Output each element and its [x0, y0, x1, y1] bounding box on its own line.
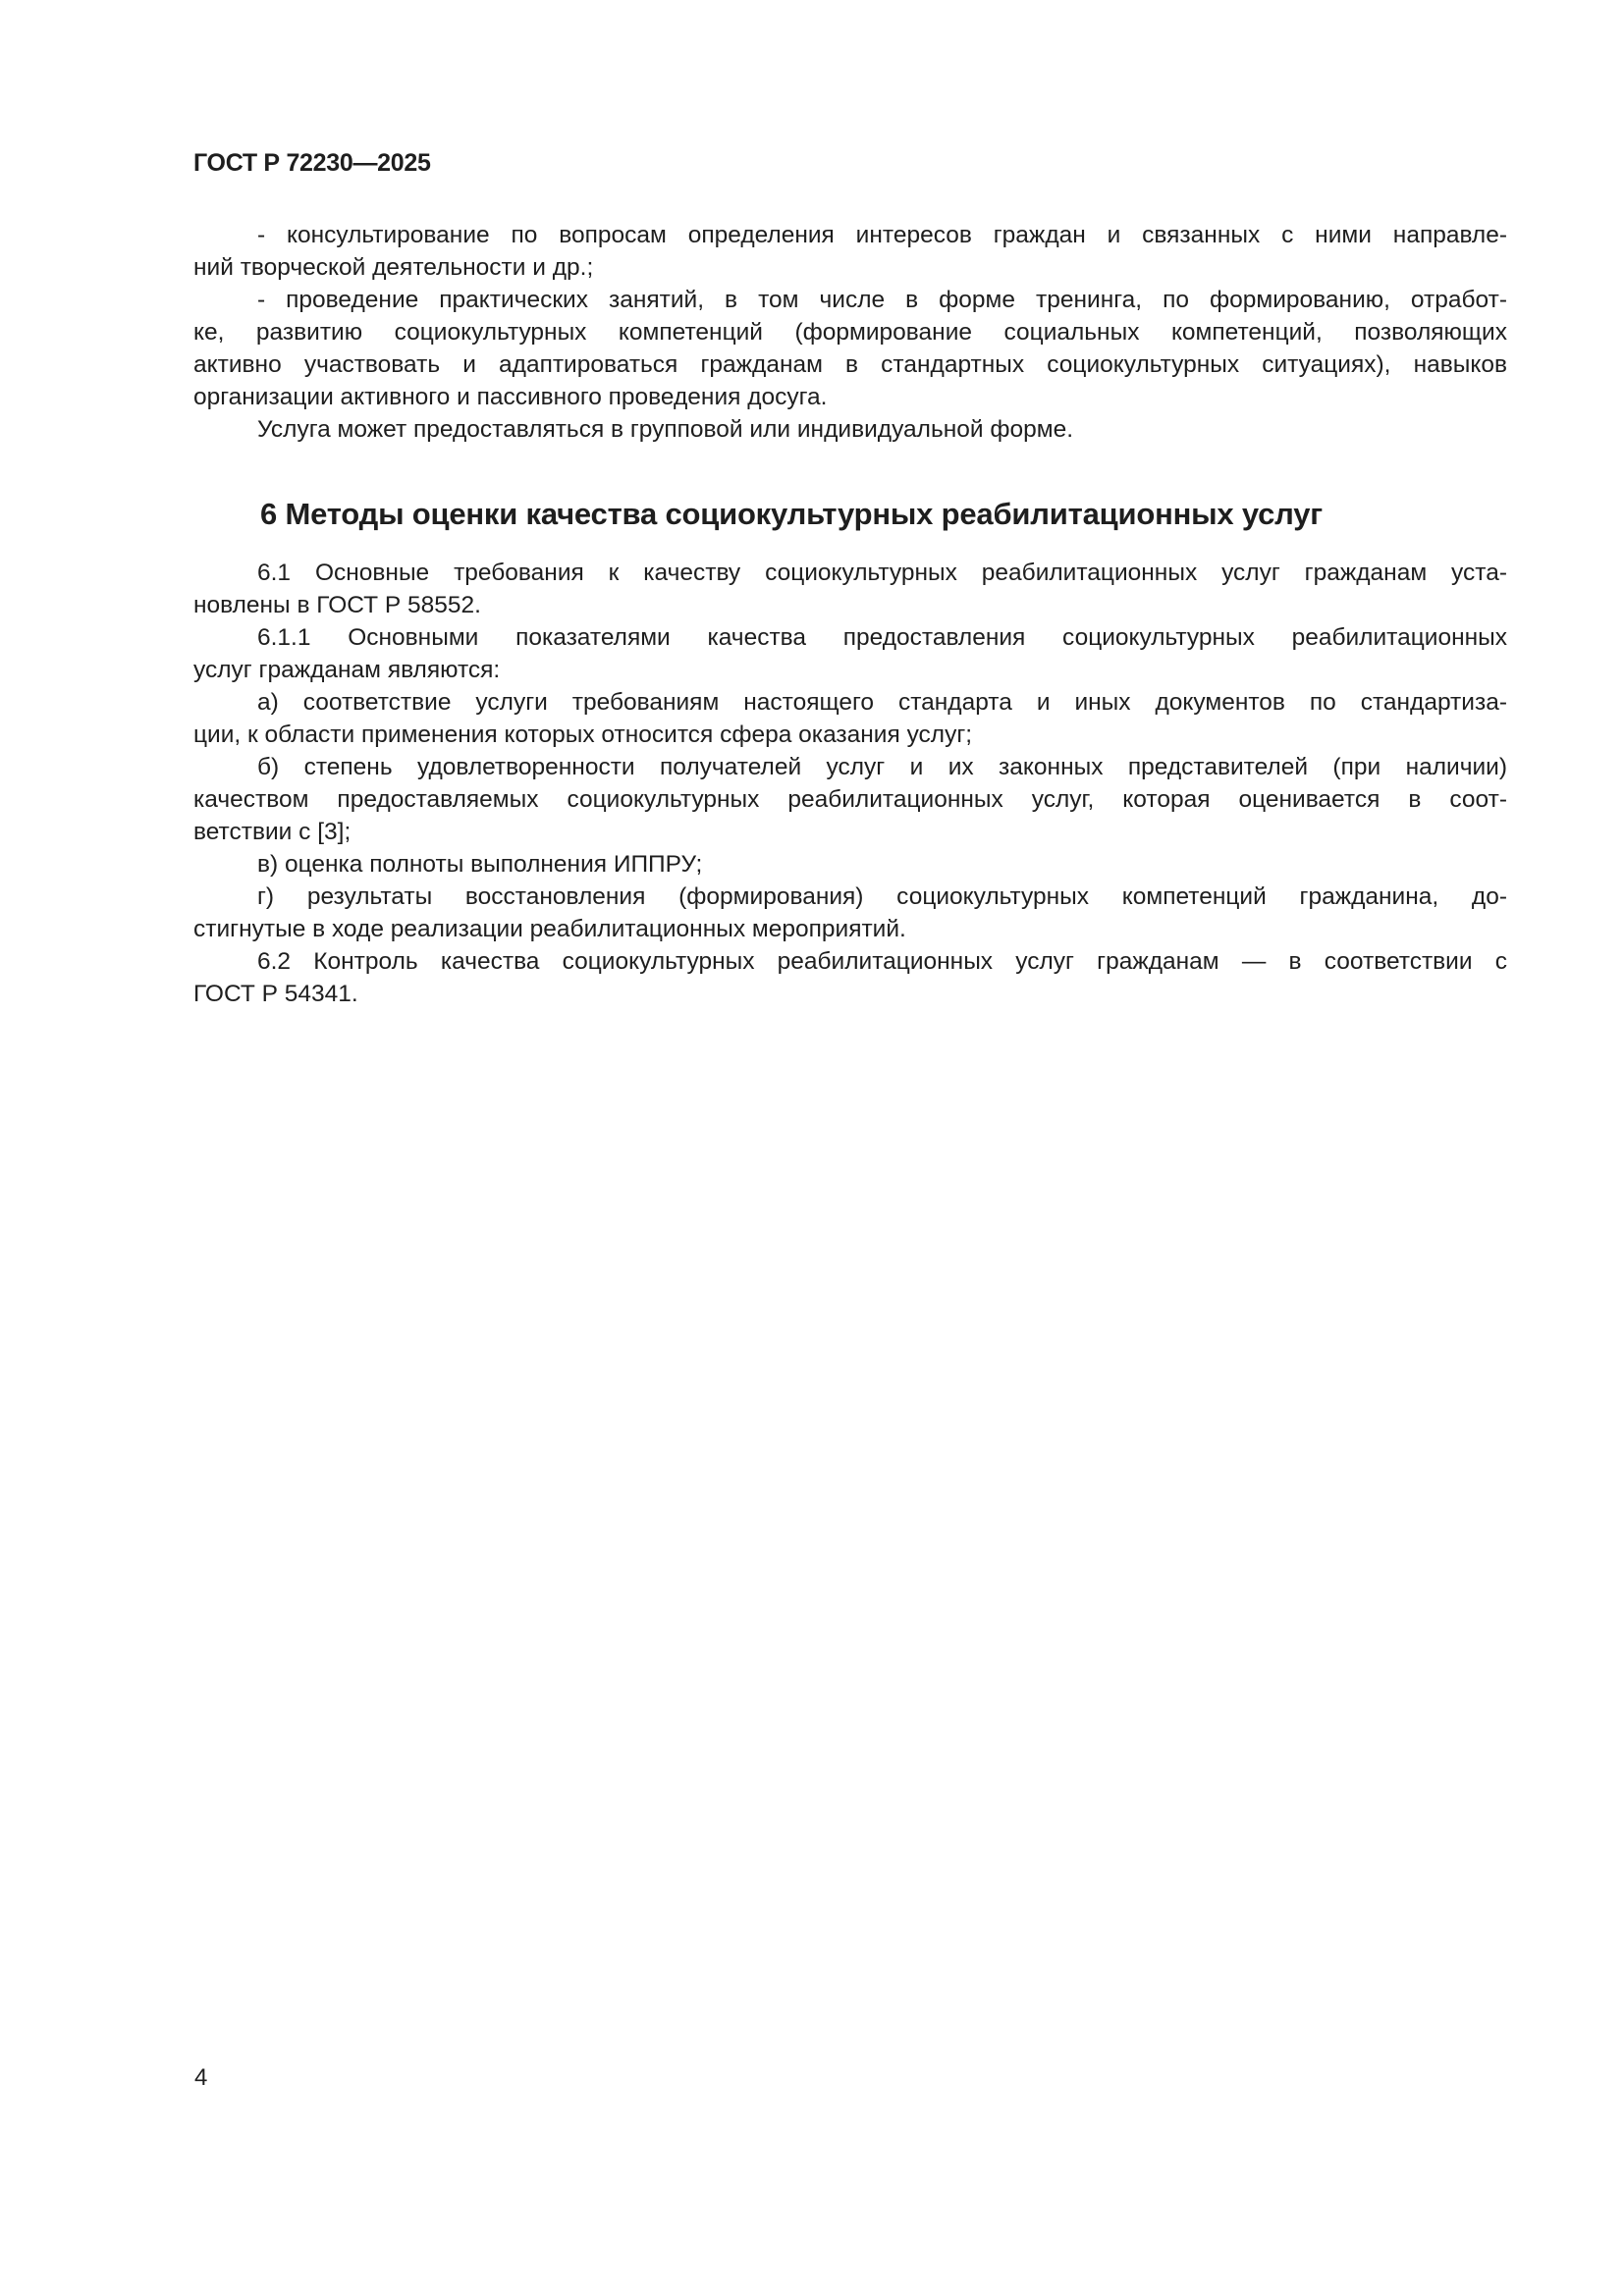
paragraph-line: б) степень удовлетворенности получателей услуг и их законных представителей (при наличии) — [257, 754, 1507, 780]
document-code-header: ГОСТ Р 72230—2025 — [193, 149, 431, 177]
paragraph-line: г) результаты восстановления (формирования) социокультурных компетенций гражданина, до- — [257, 883, 1507, 910]
page-number: 4 — [194, 2064, 208, 2091]
paragraph-line: ний творческой деятельности и др.; — [193, 254, 594, 281]
paragraph-line: ке, развитию социокультурных компетенций (формирование социальных компетенций, позволяющих — [193, 319, 1507, 346]
paragraph-line: - проведение практических занятий, в том числе в форме тренинга, по формированию, отработ- — [257, 287, 1507, 313]
paragraph-line: ции, к области применения которых относится сфера оказания услуг; — [193, 721, 973, 748]
paragraph-line: - консультирование по вопросам определения интересов граждан и связанных с ними направле- — [257, 222, 1507, 248]
paragraph-line: 6.1.1 Основными показателями качества предоставления социокультурных реабилитационных — [257, 624, 1507, 651]
paragraph-line: 6.1 Основные требования к качеству социокультурных реабилитационных услуг гражданам уста- — [257, 560, 1507, 586]
paragraph-line: ГОСТ Р 54341. — [193, 981, 358, 1007]
paragraph-line: 6.2 Контроль качества социокультурных реабилитационных услуг гражданам — в соответствии с — [257, 948, 1507, 975]
paragraph-line: ветствии с [3]; — [193, 819, 352, 845]
paragraph-line: услуг гражданам являются: — [193, 657, 501, 683]
paragraph-line: Услуга может предоставляться в групповой или индивидуальной форме. — [257, 416, 1074, 443]
paragraph-line: в) оценка полноты выполнения ИППРУ; — [257, 851, 703, 878]
paragraph-line: организации активного и пассивного проведения досуга. — [193, 384, 828, 410]
paragraph-line: стигнутые в ходе реализации реабилитационных мероприятий. — [193, 916, 906, 942]
paragraph-line: качеством предоставляемых социокультурных реабилитационных услуг, которая оценивается в соот- — [193, 786, 1507, 813]
paragraph-line: новлены в ГОСТ Р 58552. — [193, 592, 481, 618]
paragraph-line: активно участвовать и адаптироваться гражданам в стандартных социокультурных ситуациях), навыков — [193, 351, 1507, 378]
section-heading: 6 Методы оценки качества социокультурных реабилитационных услуг — [260, 497, 1323, 531]
paragraph-line: а) соответствие услуги требованиям настоящего стандарта и иных документов по стандартиза- — [257, 689, 1507, 716]
